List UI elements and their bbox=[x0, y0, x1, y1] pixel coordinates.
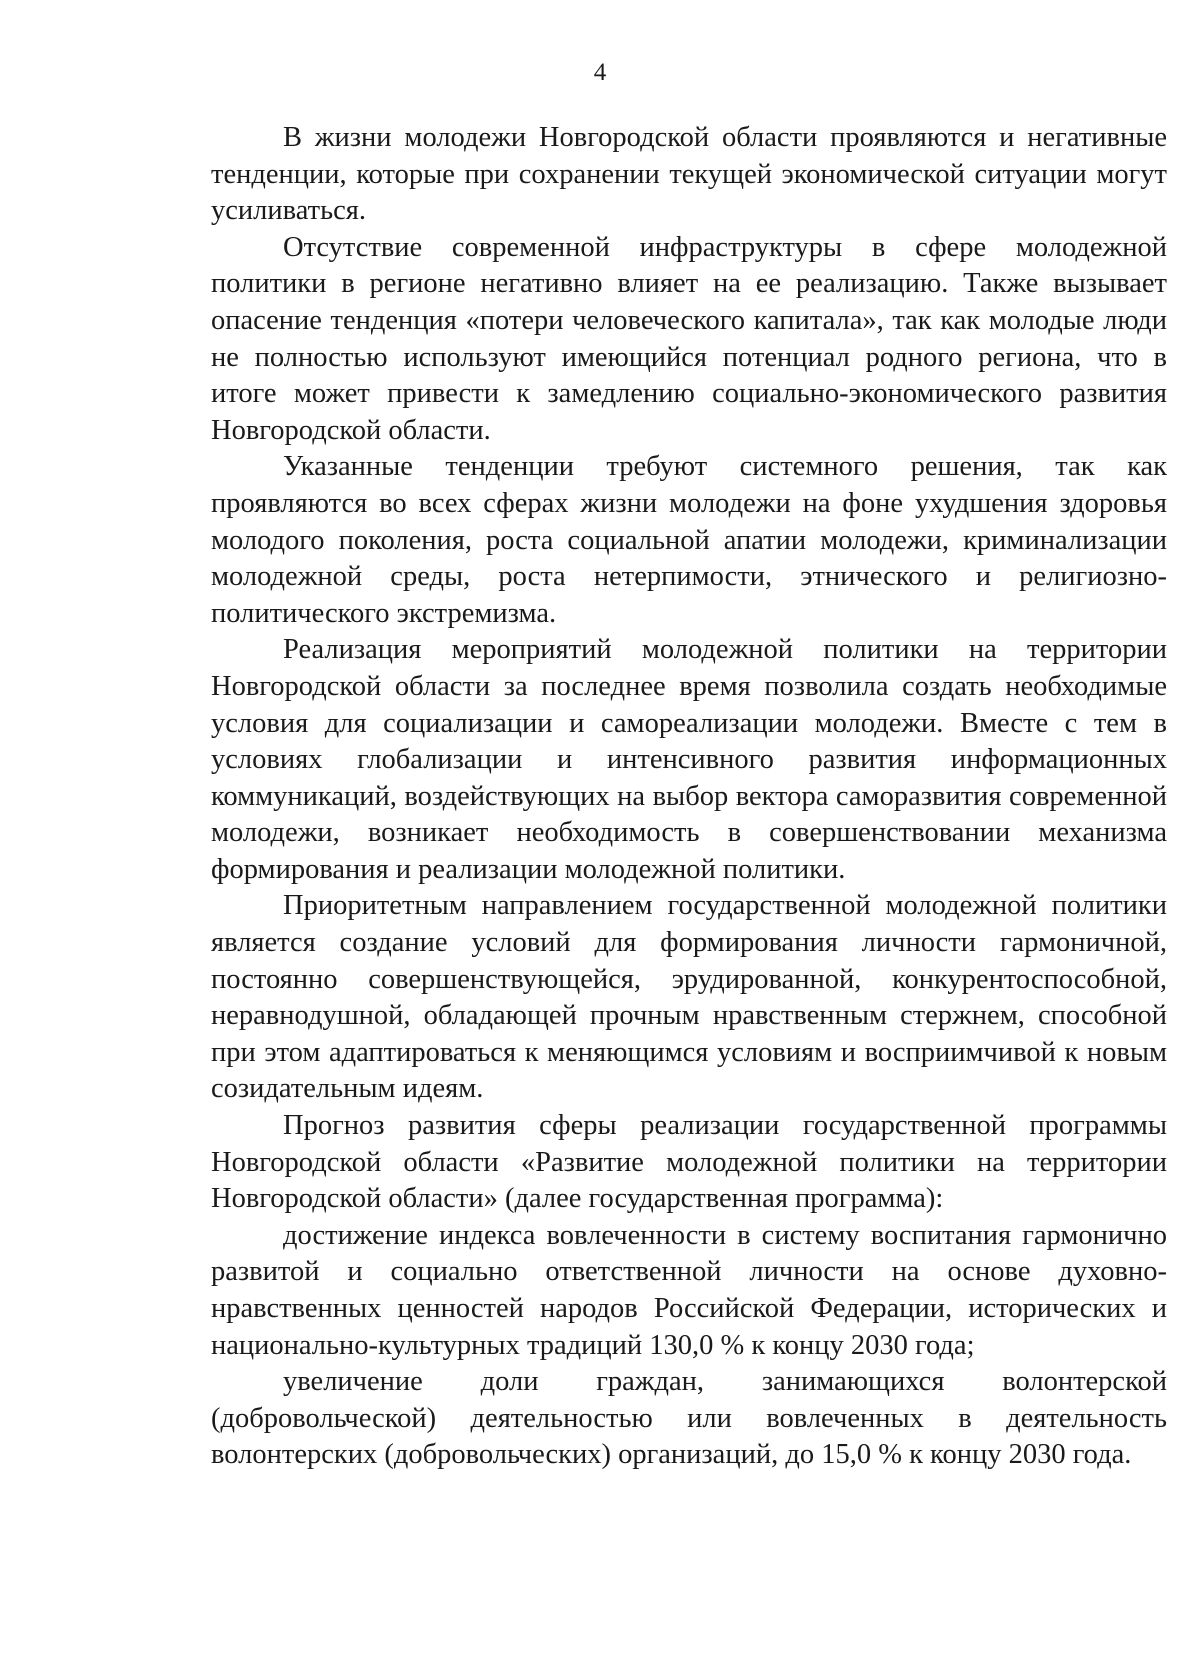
paragraph-involvement-index: достижение индекса вовлеченности в систему воспитания гармонично развитой и социально ответственной личности на основе духовно-нравственных ценностей народов Российской Федерации, исторических и национально-культурных традиций 130,0 % к концу 2030 года; bbox=[211, 1219, 1167, 1361]
page-number: 4 bbox=[593, 59, 607, 86]
paragraph-policy-implementation: Реализация мероприятий молодежной политики на территории Новгородской области за последнее время позволила создать необходимые условия для социализации и самореализации молодежи. Вместе с тем в условиях глобализации и интенсивного развития информационных коммуникаций, воздействующих на выбор вектора саморазвития современной молодежи, возникает необходимость в совершенствовании механизма формирования и реализации молодежной политики. bbox=[211, 634, 1167, 885]
paragraph-systemic-solution: Указанные тенденции требуют системного решения, так как проявляются во всех сферах жизни молодежи на фоне ухудшения здоровья молодого поколения, роста социальной апатии молодежи, криминализации молодежной среды, роста нетерпимости, этнического и религиозно-политического экстремизма. bbox=[211, 451, 1167, 629]
paragraph-priority-direction: Приоритетным направлением государственной молодежной политики является создание условий для формирования личности гармоничной, постоянно совершенствующейся, эрудированной, конкурентоспособной, неравнодушной, обладающей прочным нравственным стержнем, способной при этом адаптироваться к меняющимся условиям и восприимчивой к новым созидательным идеям. bbox=[211, 890, 1167, 1105]
paragraph-negative-trends: В жизни молодежи Новгородской области проявляются и негативные тенденции, которые при сохранении текущей экономической ситуации могут усиливаться. bbox=[211, 122, 1167, 227]
paragraph-infrastructure: Отсутствие современной инфраструктуры в сфере молодежной политики в регионе негативно влияет на ее реализацию. Также вызывает опасение тенденция «потери человеческого капитала», так как молодые люди не полностью используют имеющийся потенциал родного региона, что в итоге может привести к замедлению социально-экономического развития Новгородской области. bbox=[211, 231, 1167, 446]
paragraph-forecast: Прогноз развития сферы реализации государственной программы Новгородской области «Развитие молодежной политики на территории Новгородской области» (далее государственная программа): bbox=[211, 1110, 1167, 1215]
document-body bbox=[211, 120, 1167, 1474]
paragraph-volunteer-share: увеличение доли граждан, занимающихся волонтерской (добровольческой) деятельностью или вовлеченных в деятельность волонтерских (добровольческих) организаций, до 15,0 % к концу 2030 года. bbox=[211, 1366, 1167, 1471]
